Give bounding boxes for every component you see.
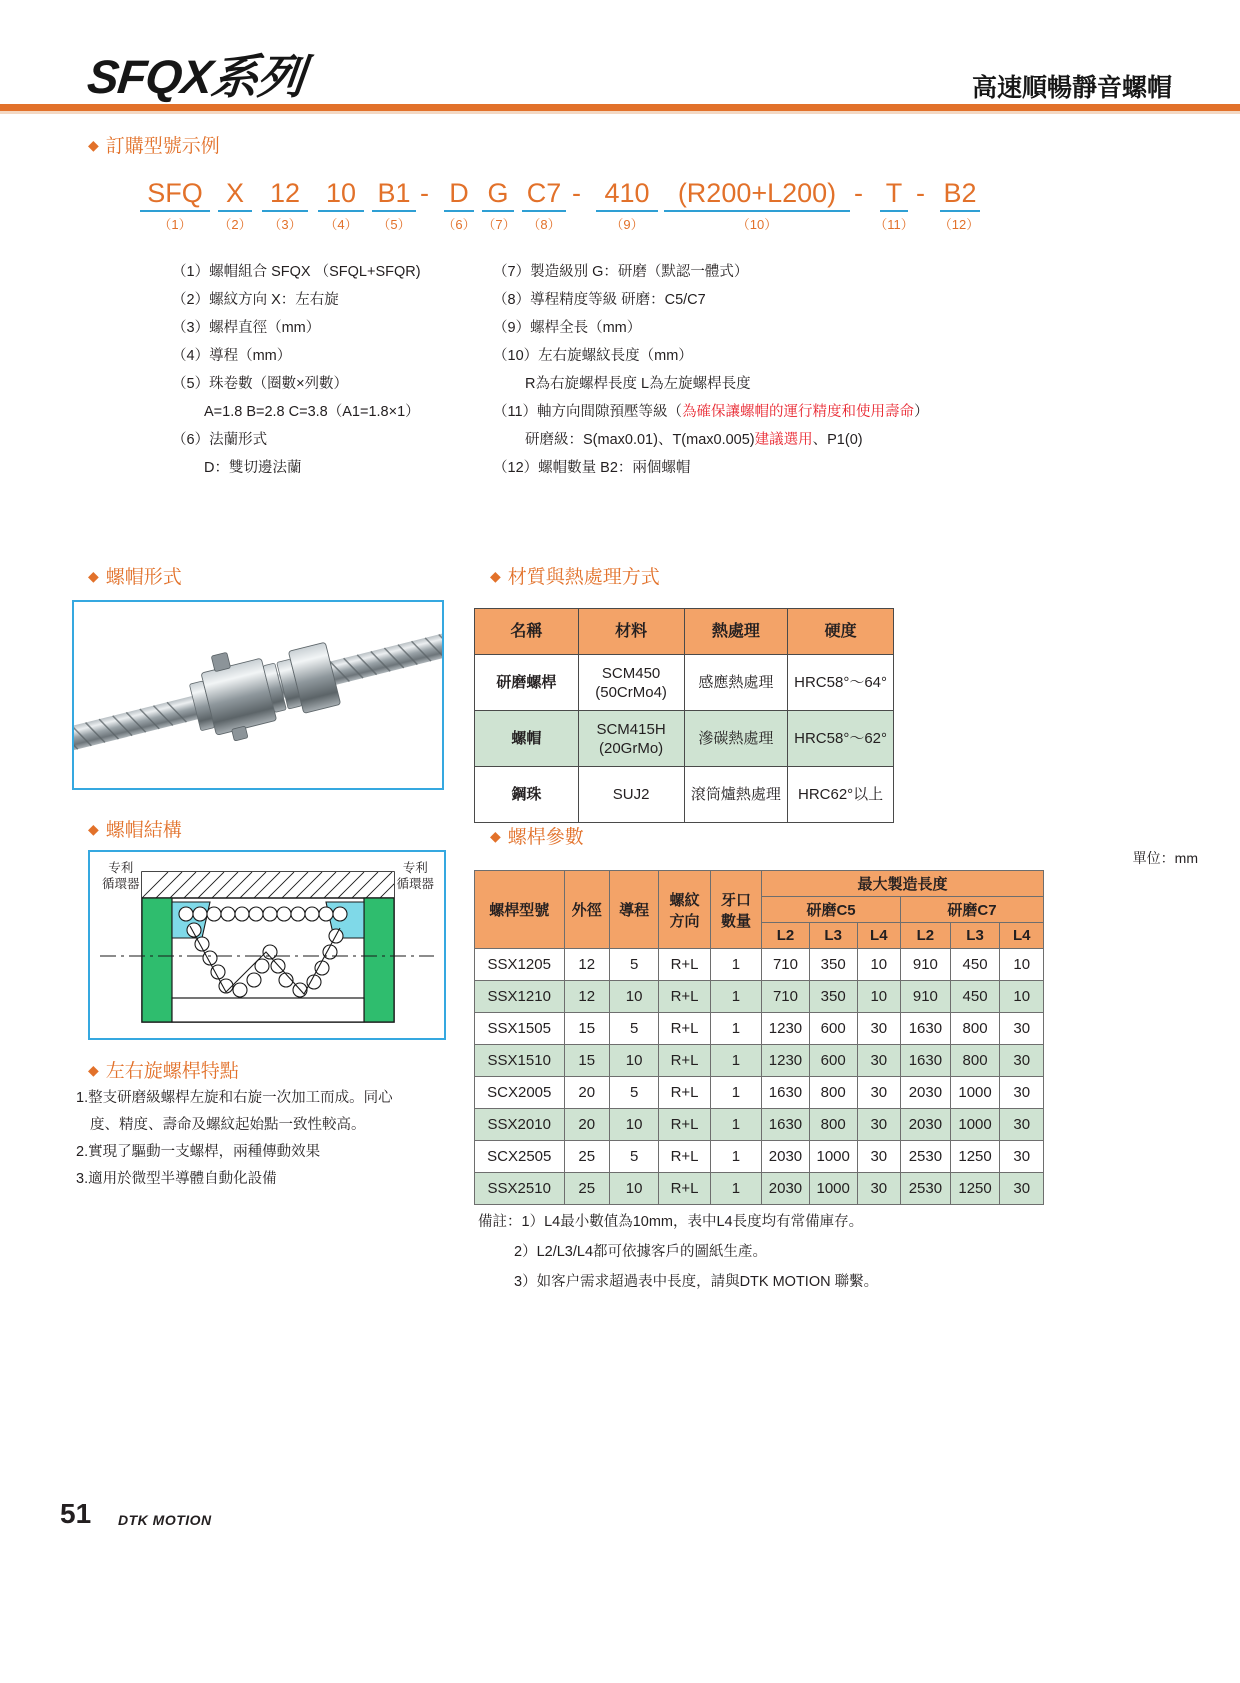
screw-row-4-c5l4: 30 bbox=[857, 1077, 900, 1109]
order-code-index-12: （12） bbox=[938, 217, 980, 232]
screw-row-7-c7l4: 30 bbox=[1000, 1173, 1044, 1205]
order-code-sep-3: - bbox=[854, 178, 863, 208]
material-row-1-material bbox=[578, 655, 684, 711]
order-code-part-5: B1 bbox=[372, 178, 416, 212]
diamond-bullet-icon: ◆ bbox=[490, 568, 501, 584]
screw-row-7-model: SSX2510 bbox=[475, 1173, 565, 1205]
screw-row-5-c5l3: 800 bbox=[809, 1109, 857, 1141]
screw-row-0-c7l4: 10 bbox=[1000, 949, 1044, 981]
screw-row-3-c5l3: 600 bbox=[809, 1045, 857, 1077]
screw-row-4-dir: R+L bbox=[659, 1077, 711, 1109]
table-row bbox=[475, 981, 1044, 1013]
screw-table-body bbox=[475, 949, 1044, 1205]
screw-col-group-c5: 研磨C5 bbox=[762, 897, 901, 923]
order-code-part-12: B2 bbox=[940, 178, 980, 212]
screw-col-lead: 導程 bbox=[609, 871, 658, 949]
screw-col-c7-l3: L3 bbox=[950, 923, 1000, 949]
screw-row-2-c5l3: 600 bbox=[809, 1013, 857, 1045]
screw-row-1-c5l4: 10 bbox=[857, 981, 900, 1013]
structure-label-right bbox=[396, 860, 434, 892]
structure-label-left-line2: 循環器 bbox=[102, 877, 140, 891]
screw-row-5-c5l4: 30 bbox=[857, 1109, 900, 1141]
screw-row-7-c7l2: 2530 bbox=[901, 1173, 951, 1205]
material-row-2-hardness: HRC58°～62° bbox=[788, 711, 894, 767]
order-code-part-3: 12 bbox=[262, 178, 308, 212]
order-code-index-2: （2） bbox=[218, 217, 252, 232]
screw-col-thread-dir bbox=[659, 871, 711, 949]
screw-row-7-od: 25 bbox=[564, 1173, 609, 1205]
section-heading-screw-params: ◆ 螺桿參數 bbox=[490, 827, 584, 848]
order-code-legend-left bbox=[172, 258, 421, 482]
legend-item-6: （6）法蘭形式 bbox=[172, 432, 268, 448]
screw-row-1-c5l2: 710 bbox=[762, 981, 810, 1013]
section-heading-nut-form: ◆ 螺帽形式 bbox=[88, 567, 182, 588]
order-code-diagram bbox=[140, 178, 980, 238]
screw-col-max-length: 最大製造長度 bbox=[762, 871, 1044, 897]
screw-row-6-lead: 5 bbox=[609, 1141, 658, 1173]
screw-row-0-c5l3: 350 bbox=[809, 949, 857, 981]
screw-row-1-lead: 10 bbox=[609, 981, 658, 1013]
header-divider-light bbox=[0, 111, 1240, 114]
order-code-part-1: SFQ bbox=[140, 178, 210, 212]
order-code-index-10: （10） bbox=[736, 217, 778, 232]
screw-row-2-lead: 5 bbox=[609, 1013, 658, 1045]
screw-row-4-model: SCX2005 bbox=[475, 1077, 565, 1109]
legend-item-10-detail: R為右旋螺桿長度 L為左旋螺桿長度 bbox=[525, 376, 751, 392]
diamond-bullet-icon: ◆ bbox=[490, 828, 501, 844]
material-row-2-material bbox=[578, 711, 684, 767]
order-code-part-7: G bbox=[482, 178, 514, 212]
table-header-row-1 bbox=[475, 871, 1044, 897]
screw-row-6-c7l3: 1250 bbox=[950, 1141, 1000, 1173]
legend-item-1: （1）螺帽組合 SFQX （SFQL+SFQR) bbox=[172, 264, 421, 280]
screw-col-group-c7: 研磨C7 bbox=[901, 897, 1044, 923]
nut-structure-diagram bbox=[88, 850, 446, 1040]
screw-row-0-model: SSX1205 bbox=[475, 949, 565, 981]
screw-row-0-c7l3: 450 bbox=[950, 949, 1000, 981]
screw-row-2-od: 15 bbox=[564, 1013, 609, 1045]
legend-item-4: （4）導程（mm） bbox=[172, 348, 292, 364]
screw-row-0-od: 12 bbox=[564, 949, 609, 981]
order-code-index-1: （1） bbox=[158, 217, 192, 232]
order-code-part-4: 10 bbox=[318, 178, 364, 212]
screw-col-model: 螺桿型號 bbox=[475, 871, 565, 949]
material-row-1-material-l2: (50CrMo4) bbox=[595, 683, 667, 701]
section-heading-nut-structure: ◆ 螺帽結構 bbox=[88, 820, 182, 841]
screw-row-4-c7l2: 2030 bbox=[901, 1077, 951, 1109]
screw-row-2-c7l2: 1630 bbox=[901, 1013, 951, 1045]
order-code-sep-2: - bbox=[572, 178, 581, 208]
legend-item-10: （10）左右旋螺紋長度（mm） bbox=[493, 348, 693, 364]
screw-col-starts bbox=[710, 871, 761, 949]
ballscrew-illustration bbox=[74, 602, 442, 788]
feature-item-3: 3.適用於微型半導體自動化設備 bbox=[76, 1171, 277, 1187]
material-row-3-heat: 滾筒爐熱處理 bbox=[684, 767, 788, 823]
order-code-index-4: （4） bbox=[324, 217, 358, 232]
screw-row-5-c7l3: 1000 bbox=[950, 1109, 1000, 1141]
screw-parameters-table bbox=[474, 870, 1044, 1205]
lr-feature-list bbox=[76, 1085, 456, 1193]
order-code-part-11: T bbox=[880, 178, 908, 212]
screw-row-5-lead: 10 bbox=[609, 1109, 658, 1141]
screw-row-4-c5l2: 1630 bbox=[762, 1077, 810, 1109]
screw-col-thread-dir-l1: 螺紋 bbox=[669, 891, 700, 909]
order-code-legend-right bbox=[493, 258, 929, 482]
screw-row-4-c5l3: 800 bbox=[809, 1077, 857, 1109]
material-row-3-hardness: HRC62°以上 bbox=[788, 767, 894, 823]
screw-row-0-lead: 5 bbox=[609, 949, 658, 981]
screw-row-7-c5l4: 30 bbox=[857, 1173, 900, 1205]
screw-col-c7-l4: L4 bbox=[1000, 923, 1044, 949]
page-subtitle: 高速順暢靜音螺帽 bbox=[971, 74, 1172, 102]
legend-item-8: （8）導程精度等級 研磨：C5/C7 bbox=[493, 292, 706, 308]
table-row bbox=[475, 1045, 1044, 1077]
legend-item-11-detail bbox=[493, 426, 929, 454]
screw-row-7-c5l3: 1000 bbox=[809, 1173, 857, 1205]
screw-row-1-od: 12 bbox=[564, 981, 609, 1013]
order-code-part-2: X bbox=[218, 178, 252, 212]
material-row-2-material-l1: SCM415H bbox=[596, 720, 666, 738]
material-col-hardness: 硬度 bbox=[788, 609, 894, 655]
screw-row-6-model: SCX2505 bbox=[475, 1141, 565, 1173]
material-row-3-material: SUJ2 bbox=[578, 767, 684, 823]
legend-item-11-prefix: （11）軸方向間隙預壓等級（ bbox=[493, 404, 683, 420]
order-code-sep-1: - bbox=[420, 178, 429, 208]
screw-row-1-starts: 1 bbox=[710, 981, 761, 1013]
table-row bbox=[475, 949, 1044, 981]
table-row bbox=[475, 1141, 1044, 1173]
legend-item-11 bbox=[493, 398, 929, 426]
screw-row-6-c5l4: 30 bbox=[857, 1141, 900, 1173]
material-row-2-heat: 滲碳熱處理 bbox=[684, 711, 788, 767]
screw-row-6-dir: R+L bbox=[659, 1141, 711, 1173]
screw-row-0-c7l2: 910 bbox=[901, 949, 951, 981]
screw-row-3-model: SSX1510 bbox=[475, 1045, 565, 1077]
material-heat-treatment-table bbox=[474, 608, 894, 823]
screw-row-1-c7l4: 10 bbox=[1000, 981, 1044, 1013]
order-code-index-5: （5） bbox=[377, 217, 411, 232]
screw-row-5-c7l4: 30 bbox=[1000, 1109, 1044, 1141]
order-code-index-8: （8） bbox=[527, 217, 561, 232]
diamond-bullet-icon: ◆ bbox=[88, 137, 99, 153]
material-row-1-heat: 感應熱處理 bbox=[684, 655, 788, 711]
section-heading-material-heat: ◆ 材質與熱處理方式 bbox=[490, 567, 660, 588]
screw-row-2-c5l4: 30 bbox=[857, 1013, 900, 1045]
screw-row-4-c7l3: 1000 bbox=[950, 1077, 1000, 1109]
screw-row-7-c7l3: 1250 bbox=[950, 1173, 1000, 1205]
table-header-row bbox=[475, 609, 894, 655]
screw-row-6-starts: 1 bbox=[710, 1141, 761, 1173]
legend-item-9: （9）螺桿全長（mm） bbox=[493, 320, 642, 336]
screw-col-c7-l2: L2 bbox=[901, 923, 951, 949]
screw-row-3-c7l2: 1630 bbox=[901, 1045, 951, 1077]
page-title: SFQX系列 bbox=[84, 50, 307, 103]
order-code-index-7: （7） bbox=[482, 217, 516, 232]
screw-row-2-c7l4: 30 bbox=[1000, 1013, 1044, 1045]
material-row-1-hardness: HRC58°～64° bbox=[788, 655, 894, 711]
legend-item-3: （3）螺桿直徑（mm） bbox=[172, 320, 321, 336]
page-header bbox=[0, 0, 1240, 110]
note-item-1: 備註：1）L4最小數值為10mm，表中L4長度均有常備庫存。 bbox=[478, 1214, 864, 1230]
order-code-index-6: （6） bbox=[442, 217, 476, 232]
table-row bbox=[475, 1173, 1044, 1205]
screw-row-4-lead: 5 bbox=[609, 1077, 658, 1109]
screw-row-5-dir: R+L bbox=[659, 1109, 711, 1141]
screw-row-3-c5l2: 1230 bbox=[762, 1045, 810, 1077]
page-number: 51 bbox=[60, 1498, 92, 1529]
legend-item-12: （12）螺帽數量 B2：兩個螺帽 bbox=[493, 460, 691, 476]
legend-item-2: （2）螺紋方向 X：左右旋 bbox=[172, 292, 339, 308]
screw-row-6-c7l2: 2530 bbox=[901, 1141, 951, 1173]
table-row bbox=[475, 655, 894, 711]
material-col-material: 材料 bbox=[578, 609, 684, 655]
structure-label-left-line1: 专利 bbox=[108, 861, 134, 875]
nut-form-photo bbox=[72, 600, 444, 790]
section-heading-lr-features: ◆ 左右旋螺桿特點 bbox=[88, 1061, 239, 1082]
screw-row-2-c5l2: 1230 bbox=[762, 1013, 810, 1045]
screw-col-starts-l2: 數量 bbox=[720, 912, 751, 930]
table-row bbox=[475, 1013, 1044, 1045]
screw-row-4-od: 20 bbox=[564, 1077, 609, 1109]
order-code-index-9: （9） bbox=[610, 217, 644, 232]
screw-row-6-c5l3: 1000 bbox=[809, 1141, 857, 1173]
material-col-heat: 熱處理 bbox=[684, 609, 788, 655]
nut-cross-section-illustration bbox=[90, 852, 444, 1038]
screw-row-7-c5l2: 2030 bbox=[762, 1173, 810, 1205]
screw-row-1-c5l3: 350 bbox=[809, 981, 857, 1013]
screw-row-7-dir: R+L bbox=[659, 1173, 711, 1205]
screw-col-outer-dia: 外徑 bbox=[564, 871, 609, 949]
screw-row-4-starts: 1 bbox=[710, 1077, 761, 1109]
diamond-bullet-icon: ◆ bbox=[88, 821, 99, 837]
feature-item-1-line1: 1.整支研磨級螺桿左旋和右旋一次加工而成。同心 bbox=[76, 1090, 393, 1106]
screw-row-6-c5l2: 2030 bbox=[762, 1141, 810, 1173]
screw-row-2-dir: R+L bbox=[659, 1013, 711, 1045]
material-col-name: 名稱 bbox=[475, 609, 579, 655]
screw-row-1-dir: R+L bbox=[659, 981, 711, 1013]
material-row-1-material-l1: SCM450 bbox=[601, 664, 661, 682]
screw-col-c5-l3: L3 bbox=[809, 923, 857, 949]
screw-row-1-c7l2: 910 bbox=[901, 981, 951, 1013]
screw-col-c5-l2: L2 bbox=[762, 923, 810, 949]
legend-item-11-detail-prefix: 研磨級：S(max0.01)、T(max0.005) bbox=[525, 432, 755, 448]
screw-table-unit-note: 單位：mm bbox=[1132, 850, 1198, 866]
screw-row-0-dir: R+L bbox=[659, 949, 711, 981]
screw-row-2-c7l3: 800 bbox=[950, 1013, 1000, 1045]
screw-table-notes bbox=[478, 1207, 878, 1297]
screw-row-7-starts: 1 bbox=[710, 1173, 761, 1205]
screw-row-0-starts: 1 bbox=[710, 949, 761, 981]
legend-item-5-detail: A=1.8 B=2.8 C=3.8（A1=1.8×1） bbox=[204, 404, 420, 420]
screw-row-3-c7l3: 800 bbox=[950, 1045, 1000, 1077]
screw-row-3-c7l4: 30 bbox=[1000, 1045, 1044, 1077]
screw-col-c5-l4: L4 bbox=[857, 923, 900, 949]
screw-col-thread-dir-l2: 方向 bbox=[669, 912, 700, 930]
screw-row-3-od: 15 bbox=[564, 1045, 609, 1077]
order-code-index-11: （11） bbox=[874, 217, 914, 232]
structure-label-left bbox=[102, 860, 140, 892]
order-code-part-10: (R200+L200) bbox=[664, 178, 850, 212]
footer-brand: DTK MOTION bbox=[118, 1512, 212, 1528]
order-code-part-6: D bbox=[444, 178, 474, 212]
note-item-2: 2）L2/L3/L4都可依據客戶的圖紙生產。 bbox=[514, 1244, 768, 1260]
material-row-2-material-l2: (20GrMo) bbox=[598, 739, 664, 757]
diamond-bullet-icon: ◆ bbox=[88, 1062, 99, 1078]
table-row bbox=[475, 767, 894, 823]
order-code-index-3: （3） bbox=[268, 217, 302, 232]
screw-row-1-model: SSX1210 bbox=[475, 981, 565, 1013]
screw-row-3-lead: 10 bbox=[609, 1045, 658, 1077]
screw-row-1-c7l3: 450 bbox=[950, 981, 1000, 1013]
material-row-1-name: 研磨螺桿 bbox=[475, 655, 579, 711]
screw-row-2-model: SSX1505 bbox=[475, 1013, 565, 1045]
legend-item-11-highlight: 為確保讓螺帽的運行精度和使用壽命 bbox=[682, 404, 915, 420]
screw-row-5-starts: 1 bbox=[710, 1109, 761, 1141]
feature-item-2: 2.實現了驅動一支螺桿，兩種傳動效果 bbox=[76, 1144, 321, 1160]
screw-row-0-c5l4: 10 bbox=[857, 949, 900, 981]
table-row bbox=[475, 711, 894, 767]
screw-row-3-c5l4: 30 bbox=[857, 1045, 900, 1077]
legend-item-11-detail-suffix: 、P1(0) bbox=[812, 432, 863, 448]
section-heading-order-example: ◆ 訂購型號示例 bbox=[88, 136, 220, 157]
legend-item-11-suffix: ） bbox=[914, 404, 929, 420]
screw-row-2-starts: 1 bbox=[710, 1013, 761, 1045]
screw-row-3-dir: R+L bbox=[659, 1045, 711, 1077]
screw-col-starts-l1: 牙口 bbox=[720, 891, 751, 909]
screw-row-3-starts: 1 bbox=[710, 1045, 761, 1077]
material-row-2-name: 螺帽 bbox=[475, 711, 579, 767]
screw-row-5-c5l2: 1630 bbox=[762, 1109, 810, 1141]
order-code-part-8: C7 bbox=[522, 178, 566, 212]
screw-row-6-od: 25 bbox=[564, 1141, 609, 1173]
order-code-sep-4: - bbox=[916, 178, 925, 208]
legend-item-7: （7）製造級別 G：研磨（默認一體式） bbox=[493, 264, 749, 280]
screw-row-5-c7l2: 2030 bbox=[901, 1109, 951, 1141]
screw-row-4-c7l4: 30 bbox=[1000, 1077, 1044, 1109]
screw-row-5-od: 20 bbox=[564, 1109, 609, 1141]
diamond-bullet-icon: ◆ bbox=[88, 568, 99, 584]
table-row bbox=[475, 1077, 1044, 1109]
feature-item-1-line2: 度、精度、壽命及螺紋起始點一致性較高。 bbox=[90, 1117, 366, 1133]
header-divider bbox=[0, 104, 1240, 111]
structure-label-right-line2: 循環器 bbox=[396, 877, 434, 891]
material-row-3-name: 鋼珠 bbox=[475, 767, 579, 823]
screw-row-0-c5l2: 710 bbox=[762, 949, 810, 981]
legend-item-5: （5）珠卷數（圈數×列數） bbox=[172, 376, 349, 392]
screw-row-6-c7l4: 30 bbox=[1000, 1141, 1044, 1173]
screw-row-5-model: SSX2010 bbox=[475, 1109, 565, 1141]
table-row bbox=[475, 1109, 1044, 1141]
order-code-part-9: 410 bbox=[596, 178, 658, 212]
structure-label-right-line1: 专利 bbox=[402, 861, 428, 875]
note-item-3: 3）如客户需求超過表中長度，請與DTK MOTION 聯繫。 bbox=[514, 1274, 879, 1290]
legend-item-11-detail-highlight: 建議選用 bbox=[754, 432, 813, 448]
legend-item-6-detail: D：雙切邊法蘭 bbox=[204, 460, 302, 476]
screw-row-7-lead: 10 bbox=[609, 1173, 658, 1205]
